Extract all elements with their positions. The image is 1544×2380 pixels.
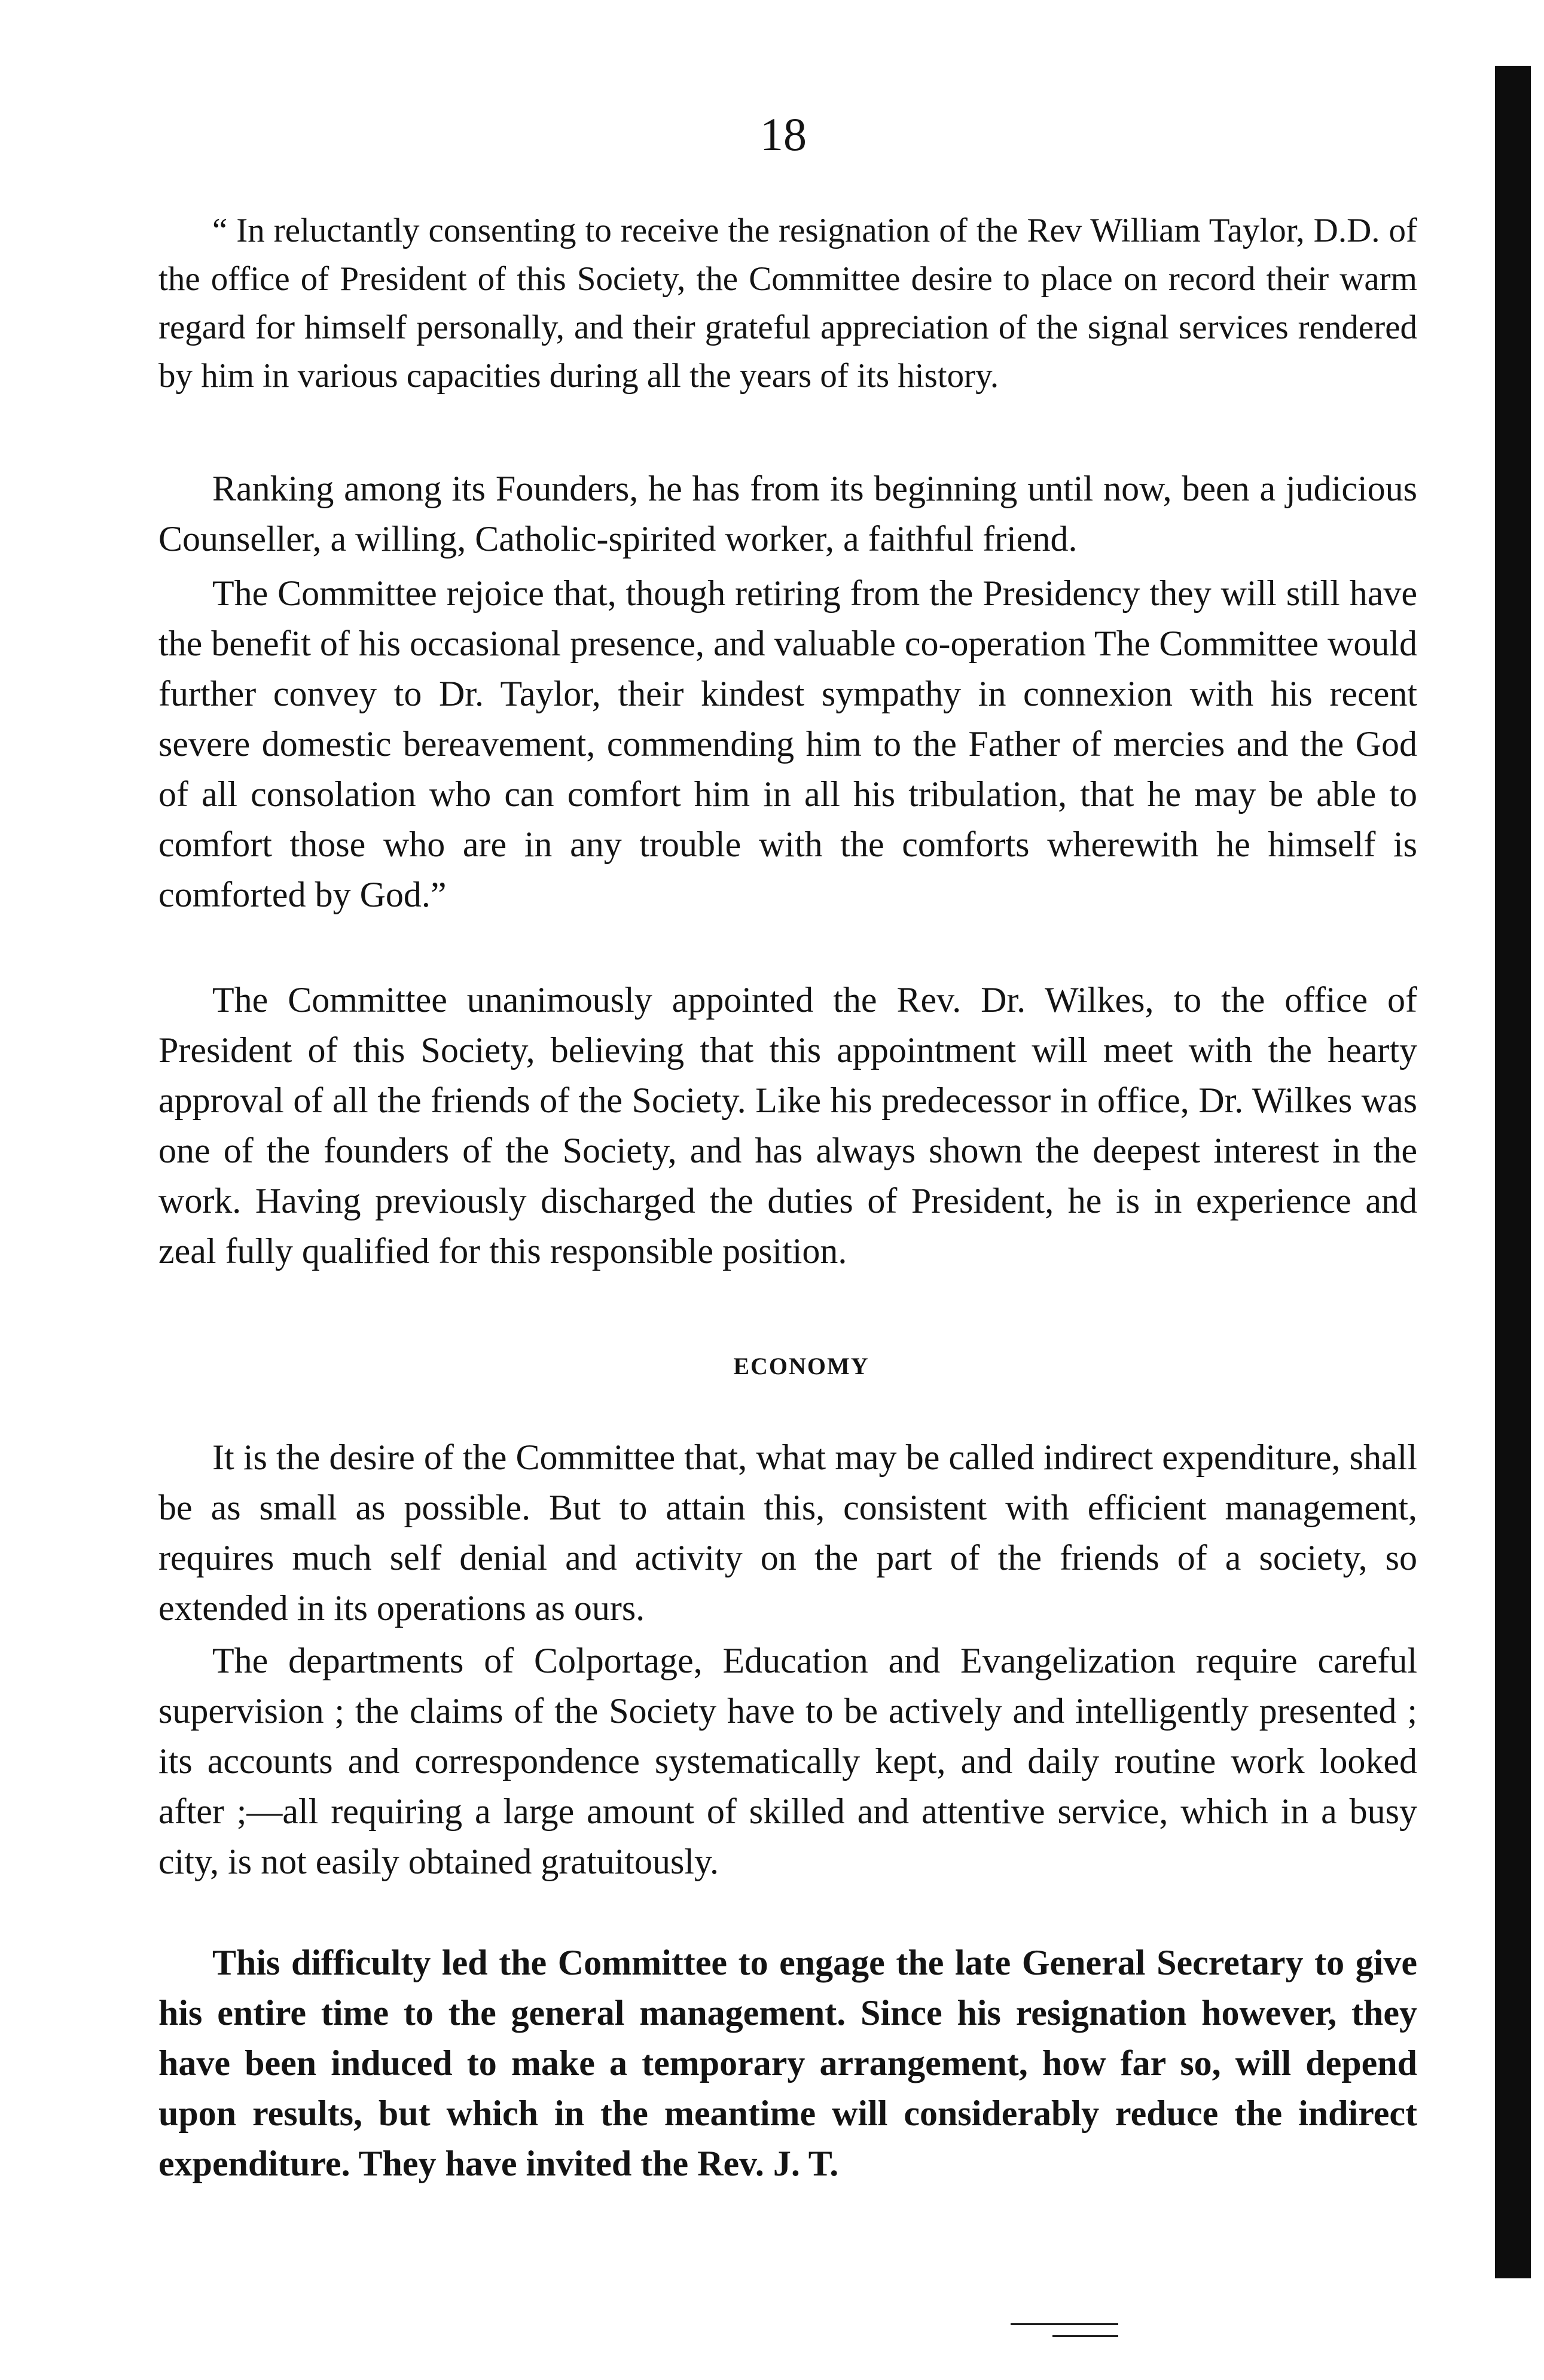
footer-rule-short [1052,2335,1118,2337]
footer-rule [1011,2323,1118,2325]
section-heading-economy: ECONOMY [733,1353,869,1380]
sympathy-paragraph: The Committee rejoice that, though retiring from the Presidency they will still have the benefit of his occasional presence, and valuable co-operation The Committee would further convey to Dr. Taylor, their kindest sympathy in connexion with his recent severe domestic bereavement, commending him to the Father of mercies and the God of all consolation who can comfort him in all his tribulation, that he may be able to comfort those who are in any trouble with the comforts wherewith he himself is comforted by God.” [158,573,1417,914]
page-edge-shadow [1495,66,1531,2278]
economy-paragraph-3: This difficulty led the Committee to engage the late General Secretary to give his entire time to the general management. Since his resignation however, they have been induced to make a temporary arrangement, how far so, will depend upon results, but which in the meantime will considerably reduce the indirect expenditure. They have invited the Rev. J. T. [158,1943,1417,2183]
founders-paragraph: Ranking among its Founders, he has from its beginning until now, been a judicious Counseller, a willing, Catholic-spirited worker, a faithful friend. [158,469,1417,559]
resolution-paragraph: “ In reluctantly consenting to receive the resignation of the Rev William Taylor, D.D. of the office of President of this Society, the Committee desire to place on record their warm regard for himself personally, and their grateful appreciation of the signal services rendered by him in various capacities during all the years of its history. [158,212,1417,395]
page-number: 18 [760,108,807,160]
economy-paragraph-1: It is the desire of the Committee that, what may be called indirect expenditure, shall be as small as possible. But to attain this, consistent with efficient management, requires much self denial and activity on the part of the friends of a society, so extended in its operations as ours. [158,1438,1417,1628]
economy-paragraph-2: The departments of Colportage, Education and Evangelization require careful supervision ; the claims of the Society have to be actively and intelligently presented ; its accounts and correspondence systematically kept, and daily routine work looked after ;—all requiring a large amount of skilled and attentive service, which in a busy city, is not easily obtained gratuitously. [158,1641,1417,1881]
president-appointment-paragraph: The Committee unanimously appointed the Rev. Dr. Wilkes, to the office of President of this Society, believing that this appointment will meet with the hearty approval of all the friends of the Society. Like his predecessor in office, Dr. Wilkes was one of the founders of the Society, and has always shown the deepest interest in the work. Having previously discharged the duties of President, he is in experience and zeal fully qualified for this responsible position. [158,980,1417,1271]
